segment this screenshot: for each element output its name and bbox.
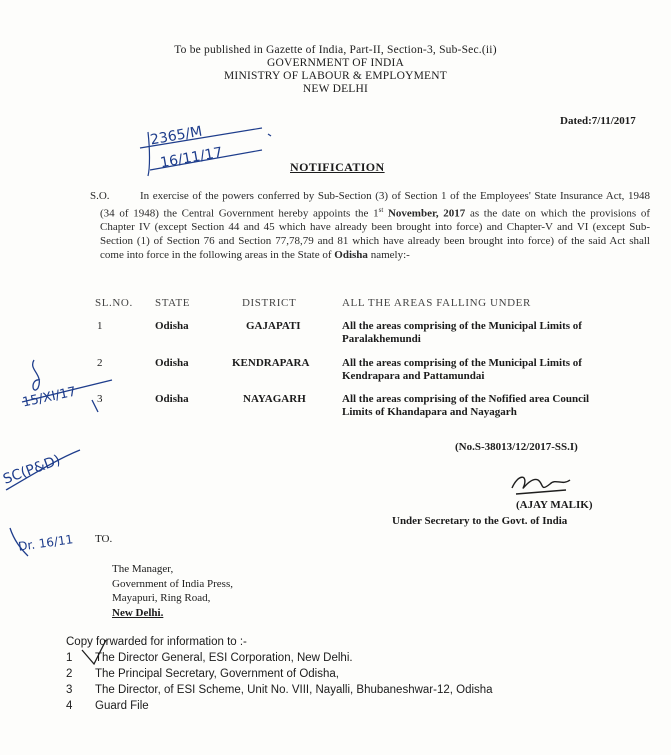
government-line: GOVERNMENT OF INDIA bbox=[266, 57, 405, 69]
signatory-designation: Under Secretary to the Govt. of India bbox=[392, 515, 568, 527]
copy-item-text: The Director, of ESI Scheme, Unit No. VIII, Nayalli, Bhubaneshwar-12, Odisha bbox=[95, 684, 493, 696]
margin-note-date: 15/XI/17 bbox=[21, 384, 78, 411]
row3-sl: 3 bbox=[97, 393, 103, 405]
addressee-line: Government of India Press, bbox=[112, 577, 233, 590]
addressee-line: New Delhi. bbox=[112, 606, 164, 619]
row3-state: Odisha bbox=[155, 393, 189, 405]
city-line: NEW DELHI bbox=[302, 83, 369, 95]
row2-district: KENDRAPARA bbox=[232, 357, 310, 369]
signatory-name: (AJAY MALIK) bbox=[516, 499, 593, 511]
date-superscript: st bbox=[378, 205, 384, 214]
header-state: STATE bbox=[155, 297, 191, 309]
appointed-date: November, 2017 bbox=[387, 207, 466, 220]
body-part3: namely:- bbox=[370, 248, 410, 261]
so-label: S.O. bbox=[90, 190, 110, 202]
stamp-number: 2365/M bbox=[149, 123, 204, 149]
copy-item bbox=[66, 684, 493, 696]
header-district: DISTRICT bbox=[242, 297, 297, 309]
date-line: Dated:7/11/2017 bbox=[560, 115, 636, 127]
copy-item bbox=[66, 668, 339, 680]
row1-state: Odisha bbox=[155, 320, 189, 332]
copy-intro: Copy forwarded for information to :- bbox=[66, 636, 247, 648]
row3-district: NAYAGARH bbox=[243, 393, 306, 405]
row2-sl: 2 bbox=[97, 357, 103, 369]
copy-item-number: 4 bbox=[66, 700, 73, 712]
copy-item bbox=[66, 700, 149, 712]
row2-state: Odisha bbox=[155, 357, 189, 369]
signature-ink bbox=[512, 477, 570, 494]
margin-note-initial: Dr. 16/11 bbox=[17, 532, 75, 554]
addressee-line: The Manager, bbox=[112, 563, 174, 575]
copy-item bbox=[66, 652, 353, 664]
body-part2: as the date on which the provisions of Chapter IV (except Section 44 and 45 which have already been brought into force) and Chapter-V and VI (except Sub-Section (1) of Section 76 and Section 77,78,79 and 81 which have already been brought into force) of the said Act shall come into force in the following areas in the State of bbox=[100, 207, 650, 261]
header-areas: ALL THE AREAS FALLING UNDER bbox=[342, 297, 531, 309]
addressee-block bbox=[112, 562, 233, 620]
ministry-line: MINISTRY OF LABOUR & EMPLOYMENT bbox=[223, 70, 447, 82]
row1-area: All the areas comprising of the Municipal Limits of Paralakhemundi bbox=[342, 320, 582, 346]
reference-number: (No.S-38013/12/2017-SS.I) bbox=[455, 441, 578, 453]
addressee-line: Mayapuri, Ring Road, bbox=[112, 592, 211, 605]
to-label: TO. bbox=[95, 533, 113, 545]
copy-item-number: 1 bbox=[66, 652, 73, 664]
row1-district: GAJAPATI bbox=[246, 320, 301, 332]
margin-note-section: SC(P&D) bbox=[1, 452, 63, 488]
row3-area: All the areas comprising of the Nofified area Council Limits of Khandapara and Nayagarh bbox=[342, 393, 590, 419]
notification-body bbox=[90, 190, 650, 263]
state-name: Odisha bbox=[334, 248, 368, 261]
copy-item-text: The Principal Secretary, Government of Odisha, bbox=[95, 668, 339, 680]
copy-item-text: Guard File bbox=[95, 700, 149, 712]
body-part1: In exercise of the powers conferred by Sub-Section (3) of Section 1 of the Employees' State Insurance Act, 1948 (34 of 1948) the Central Government hereby appoints the 1 bbox=[100, 190, 650, 220]
copy-item-number: 3 bbox=[66, 684, 73, 696]
notification-title: NOTIFICATION bbox=[290, 160, 385, 174]
row2-area: All the areas comprising of the Municipal Limits of Kendrapara and Pattamundai bbox=[342, 357, 582, 383]
copy-item-text: The Director General, ESI Corporation, New Delhi. bbox=[95, 652, 353, 664]
row1-sl: 1 bbox=[97, 320, 103, 332]
gazette-line: To be published in Gazette of India, Part-II, Section-3, Sub-Sec.(ii) bbox=[174, 44, 497, 56]
stamp-date: 16/11/17 bbox=[159, 144, 224, 172]
copy-item-number: 2 bbox=[66, 668, 73, 680]
header-slno: SL.NO. bbox=[95, 297, 133, 309]
